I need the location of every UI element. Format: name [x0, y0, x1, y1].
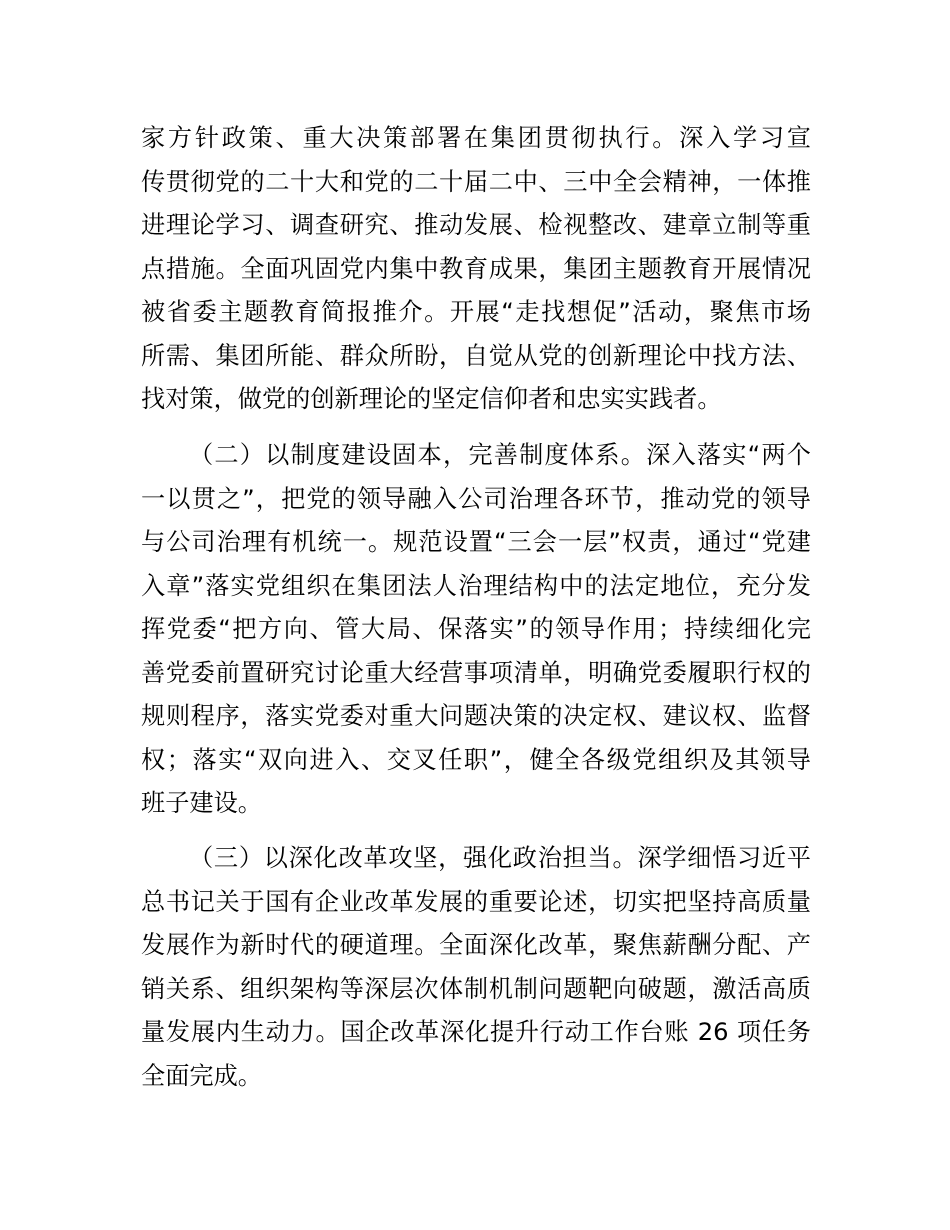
paragraph-line: 发展作为新时代的硬道理。全面深化改革，聚焦薪酬分配、产: [141, 931, 811, 959]
paragraph-line: 量发展内生动力。国企改革深化提升行动工作台账 26 项任务: [141, 1018, 811, 1046]
paragraph-line: 善党委前置研究讨论重大经营事项清单，明确党委履职行权的: [141, 658, 811, 687]
paragraph-line: 被省委主题教育简报推介。开展“走找想促”活动，聚焦市场: [141, 298, 811, 326]
paragraph-line: 点措施。全面巩固党内集中教育成果，集团主题教育开展情况: [141, 254, 811, 283]
paragraph-line: 传贯彻党的二十大和党的二十届二中、三中全会精神，一体推: [141, 167, 811, 196]
paragraph-line: 找对策，做党的创新理论的坚定信仰者和忠实实践者。: [141, 385, 722, 413]
paragraph-line: 进理论学习、调查研究、推动发展、检视整改、建章立制等重: [141, 211, 811, 239]
paragraph-deepening-reform: [141, 837, 811, 1098]
paragraph-line: 总书记关于国有企业改革发展的重要论述，切实把坚持高质量: [141, 887, 811, 916]
paragraph-line: 所需、集团所能、群众所盼，自觉从党的创新理论中找方法、: [141, 341, 811, 370]
paragraph-line: 权；落实“双向进入、交叉任职”，健全各级党组织及其领导: [141, 745, 811, 774]
paragraph-continuation: [141, 117, 811, 422]
paragraph-line: 一以贯之”，把党的领导融入公司治理各环节，推动党的领导: [141, 484, 811, 513]
paragraph-line: 班子建设。: [141, 789, 262, 817]
paragraph-line: 家方针政策、重大决策部署在集团贯彻执行。深入学习宣: [141, 124, 811, 152]
paragraph-institution-building: [141, 434, 811, 826]
paragraph-line: 挥党委“把方向、管大局、保落实”的领导作用；持续细化完: [141, 615, 811, 643]
paragraph-line: 与公司治理有机统一。规范设置“三会一层”权责，通过“党建: [141, 528, 811, 556]
paragraph-line: 入章”落实党组织在集团法人治理结构中的法定地位，充分发: [141, 571, 811, 600]
paragraph-line: 规则程序，落实党委对重大问题决策的决定权、建议权、监督: [141, 702, 811, 730]
paragraph-line: （二）以制度建设固本，完善制度体系。深入落实“两个: [189, 441, 811, 469]
paragraph-line: 全面完成。: [141, 1061, 262, 1090]
paragraph-line: （三）以深化改革攻坚，强化政治担当。深学细悟习近平: [189, 844, 811, 872]
paragraph-line: 销关系、组织架构等深层次体制机制问题靶向破题，激活高质: [141, 974, 811, 1003]
